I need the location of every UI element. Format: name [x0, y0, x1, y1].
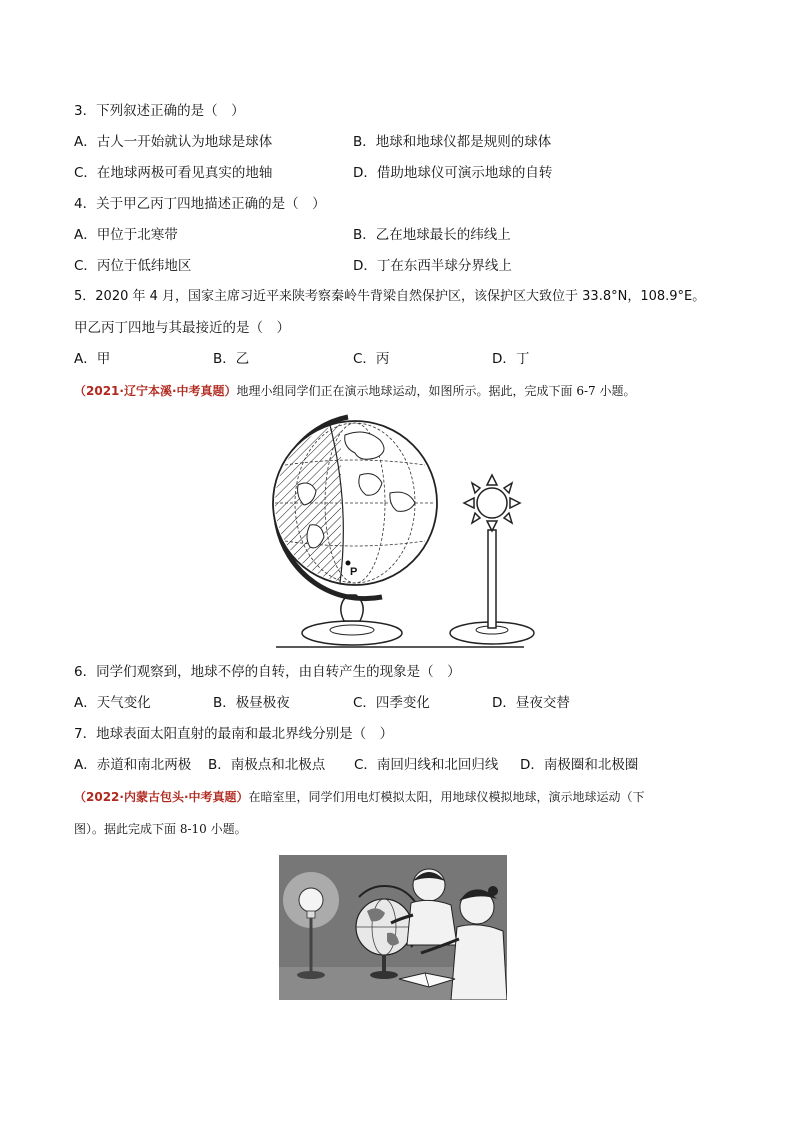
- q4-option-c[interactable]: C．丙位于低纬地区: [74, 258, 192, 274]
- point-p-label: P: [350, 566, 358, 578]
- q4-option-b[interactable]: B．乙在地球最长的纬线上: [353, 227, 511, 243]
- q3-option-a[interactable]: A．古人一开始就认为地球是球体: [74, 134, 273, 150]
- sun-lamp-pole: [488, 530, 496, 628]
- point-p-marker: [346, 561, 351, 566]
- q7-stem: 7．地球表面太阳直射的最南和最北界线分别是（ ）: [74, 726, 394, 742]
- q4-option-d[interactable]: D．丁在东西半球分界线上: [353, 258, 512, 274]
- q3-stem: 3．下列叙述正确的是（ ）: [74, 103, 245, 119]
- q6-option-d[interactable]: D．昼夜交替: [492, 695, 570, 711]
- source-note-2022: [74, 788, 645, 806]
- q6-option-a[interactable]: A．天气变化: [74, 695, 151, 711]
- q5-option-b[interactable]: B．乙: [213, 351, 250, 367]
- sun-icon: [464, 475, 520, 531]
- q4-stem: 4．关于甲乙丙丁四地描述正确的是（ ）: [74, 196, 326, 212]
- q5-stem-line1: 5．2020 年 4 月，国家主席习近平来陕考察秦岭牛背梁自然保护区，该保护区大致位于 33.8°N，108.9°E。: [74, 289, 706, 304]
- q4-option-a[interactable]: A．甲位于北寒带: [74, 227, 178, 243]
- source-text-line1: 在暗室里，同学们用电灯模拟太阳，用地球仪模拟地球，演示地球运动（下: [248, 790, 645, 804]
- source-note-2022-line2: [74, 820, 247, 838]
- q7-option-b[interactable]: B．南极点和北极点: [208, 757, 326, 773]
- q5-stem-line2: 甲乙丙丁四地与其最接近的是（ ）: [74, 320, 290, 336]
- source-text: 地理小组同学们正在演示地球运动，如图所示。据此，完成下面 6-7 小题。: [236, 384, 636, 398]
- q7-option-c[interactable]: C．南回归线和北回归线: [354, 757, 499, 773]
- source-text-line2: 图）。据此完成下面 8-10 小题。: [74, 822, 247, 836]
- q3-option-b[interactable]: B．地球和地球仪都是规则的球体: [353, 134, 552, 150]
- source-tag: （2022·内蒙古包头·中考真题）: [74, 790, 249, 804]
- q3-option-c[interactable]: C．在地球两极可看见真实的地轴: [74, 165, 273, 181]
- q6-option-b[interactable]: B．极昼极夜: [213, 695, 290, 711]
- globe-and-sun-figure: [240, 405, 540, 655]
- q7-option-a[interactable]: A．赤道和南北两极: [74, 757, 192, 773]
- source-tag: （2021·辽宁本溪·中考真题）: [74, 384, 237, 398]
- source-note-2021: [74, 382, 636, 400]
- q5-option-d[interactable]: D．丁: [492, 351, 530, 367]
- q6-stem: 6．同学们观察到，地球不停的自转，由自转产生的现象是（ ）: [74, 664, 461, 680]
- q5-option-c[interactable]: C．丙: [353, 351, 390, 367]
- q5-option-a[interactable]: A．甲: [74, 351, 111, 367]
- students-globe-lamp-figure: [279, 855, 507, 1000]
- q6-option-c[interactable]: C．四季变化: [353, 695, 430, 711]
- q7-option-d[interactable]: D．南极圈和北极圈: [520, 757, 639, 773]
- q3-option-d[interactable]: D．借助地球仪可演示地球的自转: [353, 165, 553, 181]
